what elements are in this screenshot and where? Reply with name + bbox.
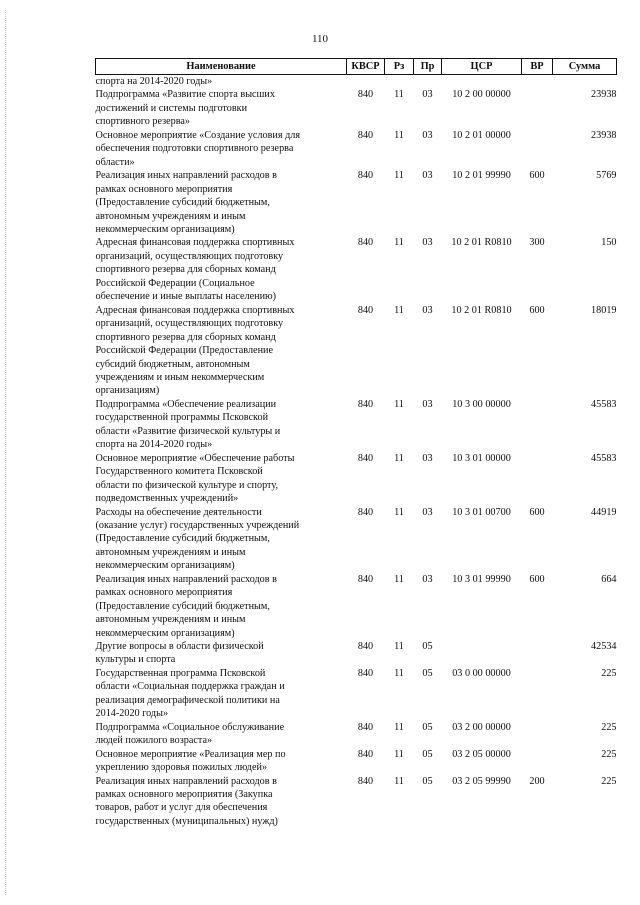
row-rz: 11 [394,667,404,679]
row-name-cell [96,75,347,89]
row-pr: 03 [422,237,433,249]
row-csr: 03 0 00 00000 [452,667,511,679]
row-kvsr: 840 [357,748,374,760]
row-vr [522,721,553,748]
row-name-line: Другие вопросы в области физической [95,641,264,653]
row-name-line: укреплению здоровья пожилых людей» [95,762,268,774]
row-csr: 10 3 01 00700 [452,506,511,518]
row-pr: 03 [422,398,433,410]
row-kvsr: 840 [357,170,374,182]
row-name-line: Реализация иных направлений расходов в [95,573,277,585]
row-kvsr: 840 [357,129,374,141]
row-sum: 45583 [591,452,617,464]
row-name-line: спорта на 2014-2020 годы» [95,76,213,87]
header-name: Наименование [96,59,347,75]
row-csr: 10 3 01 99990 [452,573,511,585]
row-name-line: спортивного резерва для сборных команд [95,264,276,276]
row-pr: 05 [422,721,433,733]
row-name-line: Реализация иных направлений расходов в [95,170,277,182]
row-sum: 150 [601,237,617,249]
table-row [96,721,617,748]
row-name-line: государственных (муниципальных) нужд) [95,815,278,827]
row-name-line: Подпрограмма «Социальное обслуживание [95,721,285,733]
row-name-line: подведомственных учреждений» [95,493,239,505]
row-vr [522,75,553,89]
row-name-line: обеспечение и иные выплаты населению) [95,291,277,303]
row-name-line: (Предоставление субсидий бюджетным, [95,600,270,612]
row-name-line: организаций, осуществляющих подготовку [95,250,284,262]
row-sum: 44919 [591,506,617,518]
row-name-line: области «Развитие физической культуры и [95,425,281,437]
row-name-line: Подпрограмма «Развитие спорта высших [95,89,275,101]
row-kvsr: 840 [357,398,374,410]
row-rz: 11 [394,237,404,249]
row-name-line: Реализация иных направлений расходов в [95,775,277,787]
row-rz: 11 [394,721,404,733]
row-pr [414,75,442,89]
row-vr: 600 [529,506,545,518]
row-name-cell [96,748,347,775]
row-kvsr [347,75,385,89]
header-csr: ЦСР [442,59,522,75]
row-csr: 10 2 01 R0810 [451,304,512,316]
row-kvsr: 840 [357,89,374,101]
row-name-line: организациям) [95,385,160,397]
row-sum: 5769 [596,170,617,182]
header-sum: Сумма [553,59,617,75]
table-row [96,667,617,721]
row-rz: 11 [394,748,404,760]
row-sum: 23938 [591,89,617,101]
row-name-line: обеспечения подготовки спортивного резерва [95,143,294,155]
table-row [96,775,617,829]
row-name-cell [96,304,347,398]
row-rz: 11 [394,129,404,141]
table-row [96,129,617,169]
row-name-line: 2014-2020 годы» [95,708,169,720]
row-sum: 225 [601,748,617,760]
row-name-line: организаций, осуществляющих подготовку [95,318,284,330]
row-rz: 11 [394,170,404,182]
row-sum: 225 [601,667,617,679]
row-vr [522,452,553,506]
row-kvsr: 840 [357,304,374,316]
row-vr [522,88,553,128]
row-name-line: Адресная финансовая поддержка спортивных [95,304,295,316]
row-kvsr: 840 [357,452,374,464]
row-pr: 05 [422,667,433,679]
row-name-cell [96,506,347,573]
row-csr [442,640,522,667]
scan-edge-line [5,10,6,895]
row-name-line: спорта на 2014-2020 годы» [95,439,213,451]
row-pr: 05 [422,641,433,653]
row-csr: 03 2 00 00000 [452,721,511,733]
row-rz: 11 [394,89,404,101]
row-name-cell [96,640,347,667]
row-vr [522,398,553,452]
row-name-line: Российской Федерации (Социальное [95,277,255,289]
row-name-line: реализация демографической политики на [95,694,280,706]
table-row [96,169,617,236]
row-rz: 11 [394,398,404,410]
row-name-cell [96,236,347,303]
table-row [96,573,617,640]
row-name-line: спортивного резерва для сборных команд [95,331,276,343]
row-sum: 45583 [591,398,617,410]
row-name-line: области «Социальная поддержка граждан и [95,681,285,693]
row-sum: 42534 [591,641,617,653]
row-name-line: автономным учреждениям и иным [95,546,246,558]
row-csr: 10 2 01 00000 [452,129,511,141]
row-vr [522,748,553,775]
row-name-line: Расходы на обеспечение деятельности [95,506,262,518]
row-kvsr: 840 [357,237,374,249]
table-header-row [96,59,617,75]
row-name-line: рамках основного мероприятия [95,587,233,599]
table-row [96,304,617,398]
row-rz: 11 [394,304,404,316]
table-body [96,75,617,829]
table-row [96,452,617,506]
row-kvsr: 840 [357,573,374,585]
row-name-cell [96,169,347,236]
row-sum: 225 [601,721,617,733]
row-name-line: Основное мероприятие «Реализация мер по [95,748,286,760]
row-pr: 03 [422,129,433,141]
header-pr: Пр [414,59,442,75]
row-rz: 11 [394,641,404,653]
row-name-line: культуры и спорта [95,654,176,666]
row-vr: 200 [529,775,545,787]
row-name-line: области по физической культуре и спорту, [95,479,278,491]
row-csr: 10 3 01 00000 [452,452,511,464]
row-vr [522,640,553,667]
row-name-line: Адресная финансовая поддержка спортивных [95,237,295,249]
row-name-line: области» [95,156,135,168]
header-vr: ВР [522,59,553,75]
row-kvsr: 840 [357,775,374,787]
row-name-line: автономным учреждениям и иным [95,210,246,222]
row-rz: 11 [394,506,404,518]
row-name-line: Основное мероприятие «Обеспечение работы [95,452,295,464]
row-csr: 10 2 00 00000 [452,89,511,101]
row-vr [522,129,553,169]
row-csr: 03 2 05 99990 [452,775,511,787]
row-sum: 664 [601,573,617,585]
row-name-line: товаров, работ и услуг для обеспечения [95,802,268,814]
row-name-cell [96,398,347,452]
row-name-cell [96,452,347,506]
row-name-line: Российской Федерации (Предоставление [95,345,273,357]
row-rz: 11 [394,452,404,464]
page-number: 110 [311,33,329,45]
row-name-cell [96,721,347,748]
row-name-cell [96,573,347,640]
row-name-line: Государственного комитета Псковской [95,466,263,478]
row-csr: 10 3 00 00000 [452,398,511,410]
header-rz: Рз [385,59,414,75]
row-name-line: (Предоставление субсидий бюджетным, [95,197,270,209]
table-row [96,88,617,128]
row-name-line: спортивного резерва» [95,116,191,128]
row-rz [385,75,414,89]
row-pr: 05 [422,748,433,760]
row-name-line: рамках основного мероприятия [95,183,233,195]
row-csr [442,75,522,89]
row-sum: 23938 [591,129,617,141]
table-row [96,748,617,775]
row-csr: 10 2 01 R0810 [451,237,512,249]
table-row [96,75,617,89]
row-name-line: (Предоставление субсидий бюджетным, [95,533,270,545]
row-name-line: людей пожилого возраста» [95,735,213,747]
row-kvsr: 840 [357,721,374,733]
row-kvsr: 840 [357,506,374,518]
row-vr: 600 [529,170,545,182]
row-kvsr: 840 [357,667,374,679]
row-name-line: субсидий бюджетным, автономным [95,358,250,370]
row-name-cell [96,88,347,128]
row-name-line: учреждениям и иным некоммерческим [95,371,265,383]
table-row [96,398,617,452]
table-row [96,236,617,303]
row-name-line: достижений и системы подготовки [95,102,248,114]
table-row [96,506,617,573]
row-rz: 11 [394,573,404,585]
table-row [96,640,617,667]
row-rz: 11 [394,775,404,787]
row-name-cell [96,129,347,169]
row-name-line: некоммерческим организациям) [95,627,235,639]
row-name-cell [96,667,347,721]
row-sum [553,75,617,89]
row-pr: 03 [422,89,433,101]
row-pr: 03 [422,506,433,518]
row-sum: 225 [601,775,617,787]
row-name-line: рамках основного мероприятия (Закупка [95,789,273,801]
row-pr: 03 [422,170,433,182]
row-vr [522,667,553,721]
row-pr: 03 [422,573,433,585]
row-name-cell [96,775,347,829]
row-vr: 600 [529,573,545,585]
row-sum: 18019 [591,304,617,316]
row-name-line: Основное мероприятие «Создание условия для [95,129,301,141]
row-name-line: (оказание услуг) государственных учреждений [95,519,300,531]
row-vr: 300 [529,237,545,249]
row-name-line: некоммерческим организациям) [95,223,235,235]
row-vr: 600 [529,304,545,316]
row-name-line: некоммерческим организациям) [95,560,235,572]
row-name-line: Подпрограмма «Обеспечение реализации [95,398,277,410]
budget-table [95,58,617,828]
row-name-line: государственной программы Псковской [95,412,269,424]
row-kvsr: 840 [357,641,374,653]
row-csr: 03 2 05 00000 [452,748,511,760]
row-csr: 10 2 01 99990 [452,170,511,182]
row-pr: 03 [422,452,433,464]
row-pr: 05 [422,775,433,787]
header-kvsr: КВСР [347,59,385,75]
row-pr: 03 [422,304,433,316]
row-name-line: автономным учреждениям и иным [95,614,246,626]
row-name-line: Государственная программа Псковской [95,667,266,679]
